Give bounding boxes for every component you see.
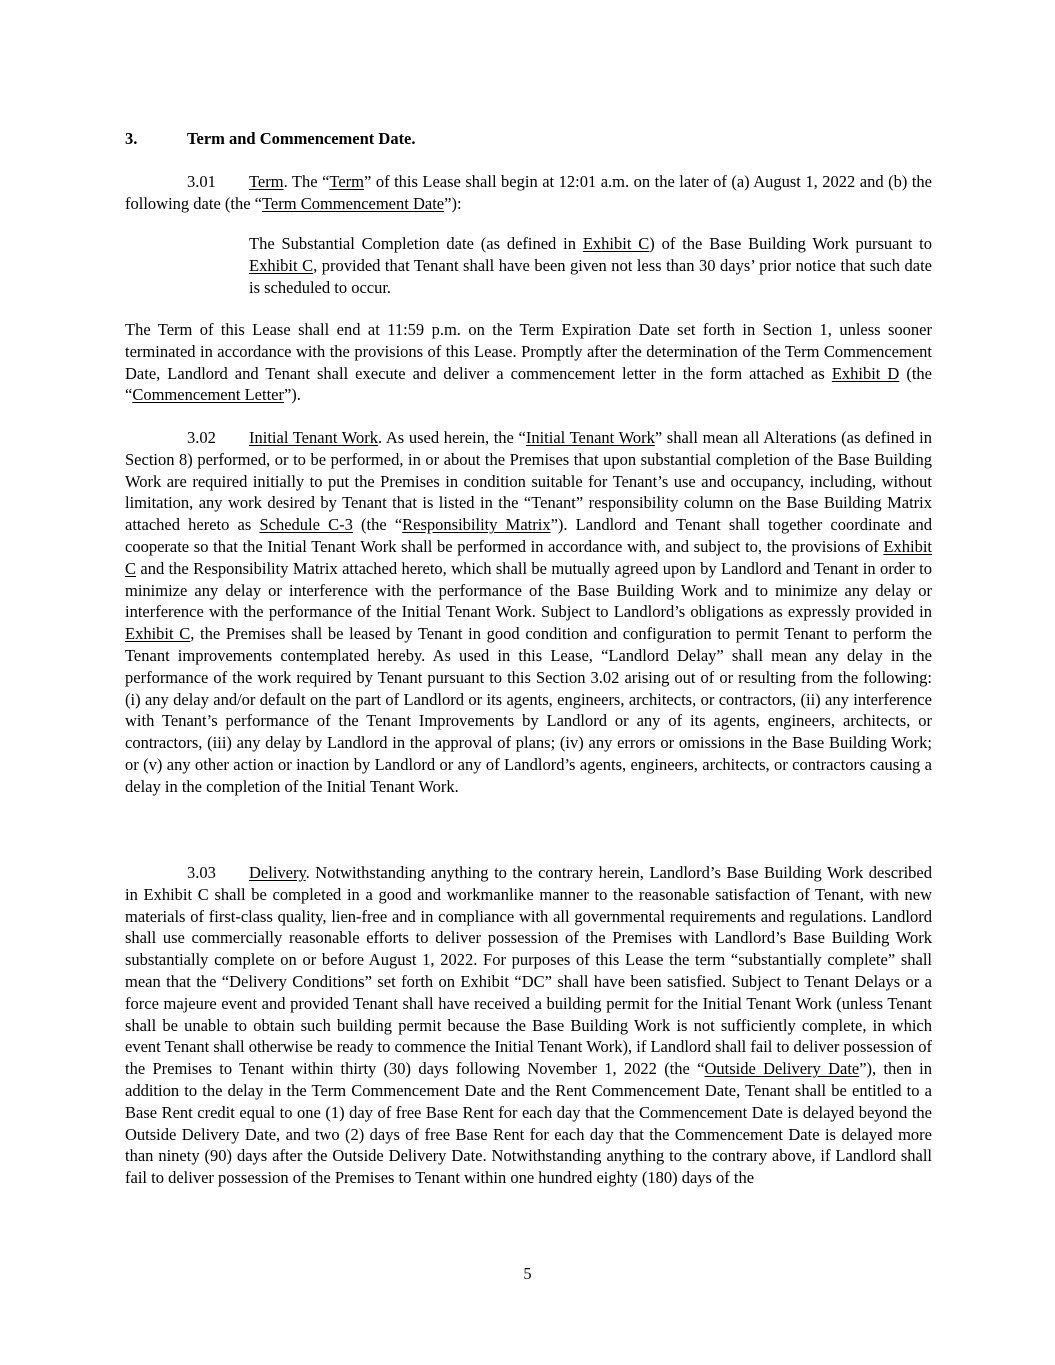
exhibit-reference: Exhibit C <box>249 255 314 275</box>
paragraph-3-02: 3.02 Initial Tenant Work. As used herein, the “Initial Tenant Work” shall mean all Alterations (as defined in Section 8) performed, or to be performed, in or about the Premises that upon substantial completion of the Base Building Work are required initially to put the Premises in condition suitable for Tenant’s use and occupancy, including, without limitation, any work desired by Tenant that is listed in the “Tenant” responsibility column on the Base Building Matrix attached hereto as Schedule C-3 (the “Responsibility Matrix”). Landlord and Tenant shall together coordinate and cooperate so that the Initial Tenant Work shall be performed in accordance with, and subject to, the provisions of Exhibit C and the Responsibility Matrix attached hereto, which shall be mutually agreed upon by Landlord and Tenant in order to minimize any delay or interference with the performance of the Base Building Work and to minimize any delay or interference with the performance of the Initial Tenant Work. Subject to Landlord’s obligations as expressly provided in Exhibit C, the Premises shall be leased by Tenant in good condition and configuration to permit Tenant to perform the Tenant improvements contemplated hereby. As used in this Lease, “Landlord Delay” shall mean any delay in the performance of the work required by Tenant pursuant to this Section 3.02 arising out of or resulting from the following: (i) any delay and/or default on the part of Landlord or its agents, engineers, architects, or contractors, (ii) any interference with Tenant’s performance of the Tenant Improvements by Landlord or any of its agents, engineers, architects, or contractors, (iii) any delay by Landlord in the approval of plans; (iv) any errors or omissions in the Base Building Work; or (v) any other action or inaction by Landlord or any of Landlord’s agents, engineers, architects, or contractors causing a delay in the completion of the Initial Tenant Work. <box>125 428 933 796</box>
exhibit-reference: Exhibit C <box>125 536 932 578</box>
paragraph-3-03: 3.03 Delivery. Notwithstanding anything to the contrary herein, Landlord’s Base Building Work described in Exhibit C shall be completed in a good and workmanlike manner to the reasonable satisfaction of Tenant, with new materials of first-class quality, lien-free and in compliance with all governmental requirements and regulations. Landlord shall use commercially reasonable efforts to deliver possession of the Premises with Landlord’s Base Building Work substantially complete on or before August 1, 2022. For purposes of this Lease the term “substantially complete” shall mean that the “Delivery Conditions” set forth on Exhibit “DC” shall have been satisfied. Subject to Tenant Delays or a force majeure event and provided Tenant shall have received a building permit for the Initial Tenant Work (unless Tenant shall be unable to obtain such building permit because the Base Building Work is not sufficiently complete, in which event Tenant shall otherwise be ready to commence the Initial Tenant Work), if Landlord shall fail to deliver possession of the Premises to Tenant within thirty (30) days following November 1, 2022 (the “Outside Delivery Date”), then in addition to the delay in the Term Commencement Date and the Rent Commencement Date, Tenant shall be entitled to a Base Rent credit equal to one (1) day of free Base Rent for each day that the Commencement Date is delayed beyond the Outside Delivery Date, and two (2) days of free Base Rent for each day that the Commencement Date is delayed more than ninety (90) days after the Outside Delivery Date. Notwithstanding anything to the contrary above, if Landlord shall fail to deliver possession of the Premises to Tenant within one hundred eighty (180) days of the <box>125 863 932 1188</box>
exhibit-reference: Exhibit C <box>582 234 650 253</box>
page-number: 5 <box>523 1264 532 1283</box>
section-title: Term and Commencement Date. <box>187 129 416 148</box>
term-end-paragraph: The Term of this Lease shall end at 11:59 p.m. on the Term Expiration Date set forth in Section 1, unless sooner terminated in accordance with the provisions of this Lease. Promptly after the determination of the Term Commencement Date, Landlord and Tenant shall execute and deliver a commencement letter in the form attached as Exhibit D (the “Commencement Letter”). <box>125 320 932 405</box>
term-caption: Initial Tenant Work <box>249 428 378 447</box>
defined-term: Responsibility Matrix <box>402 515 551 535</box>
exhibit-reference: Exhibit C <box>125 624 191 644</box>
indented-definition: The Substantial Completion date (as defined in Exhibit C) of the Base Building Work pursuant to Exhibit C, provided that Tenant shall have been given not less than 30 days’ prior notice that such date is scheduled to occur. <box>249 234 932 297</box>
defined-term: Commencement Letter <box>132 385 284 405</box>
paragraph-number: 3.02 <box>187 428 216 447</box>
defined-term: Initial Tenant Work <box>525 428 655 447</box>
defined-term: Term <box>329 172 364 191</box>
paragraph-number: 3.01 <box>187 172 216 191</box>
exhibit-reference: Exhibit D <box>831 363 900 383</box>
term-caption: Delivery <box>249 863 306 882</box>
schedule-reference: Schedule C-3 <box>259 515 353 535</box>
defined-term: Term Commencement Date <box>262 193 445 213</box>
section-heading <box>125 128 932 150</box>
paragraph-number: 3.03 <box>187 863 216 882</box>
section-number: 3. <box>125 129 138 148</box>
defined-term: Outside Delivery Date <box>704 1059 860 1079</box>
term-caption: Term <box>249 172 284 191</box>
paragraph-3-01: 3.01 Term. The “Term” of this Lease shall begin at 12:01 a.m. on the later of (a) August 1, 2022 and (b) the following date (the “Term Commencement Date”): <box>125 172 932 213</box>
